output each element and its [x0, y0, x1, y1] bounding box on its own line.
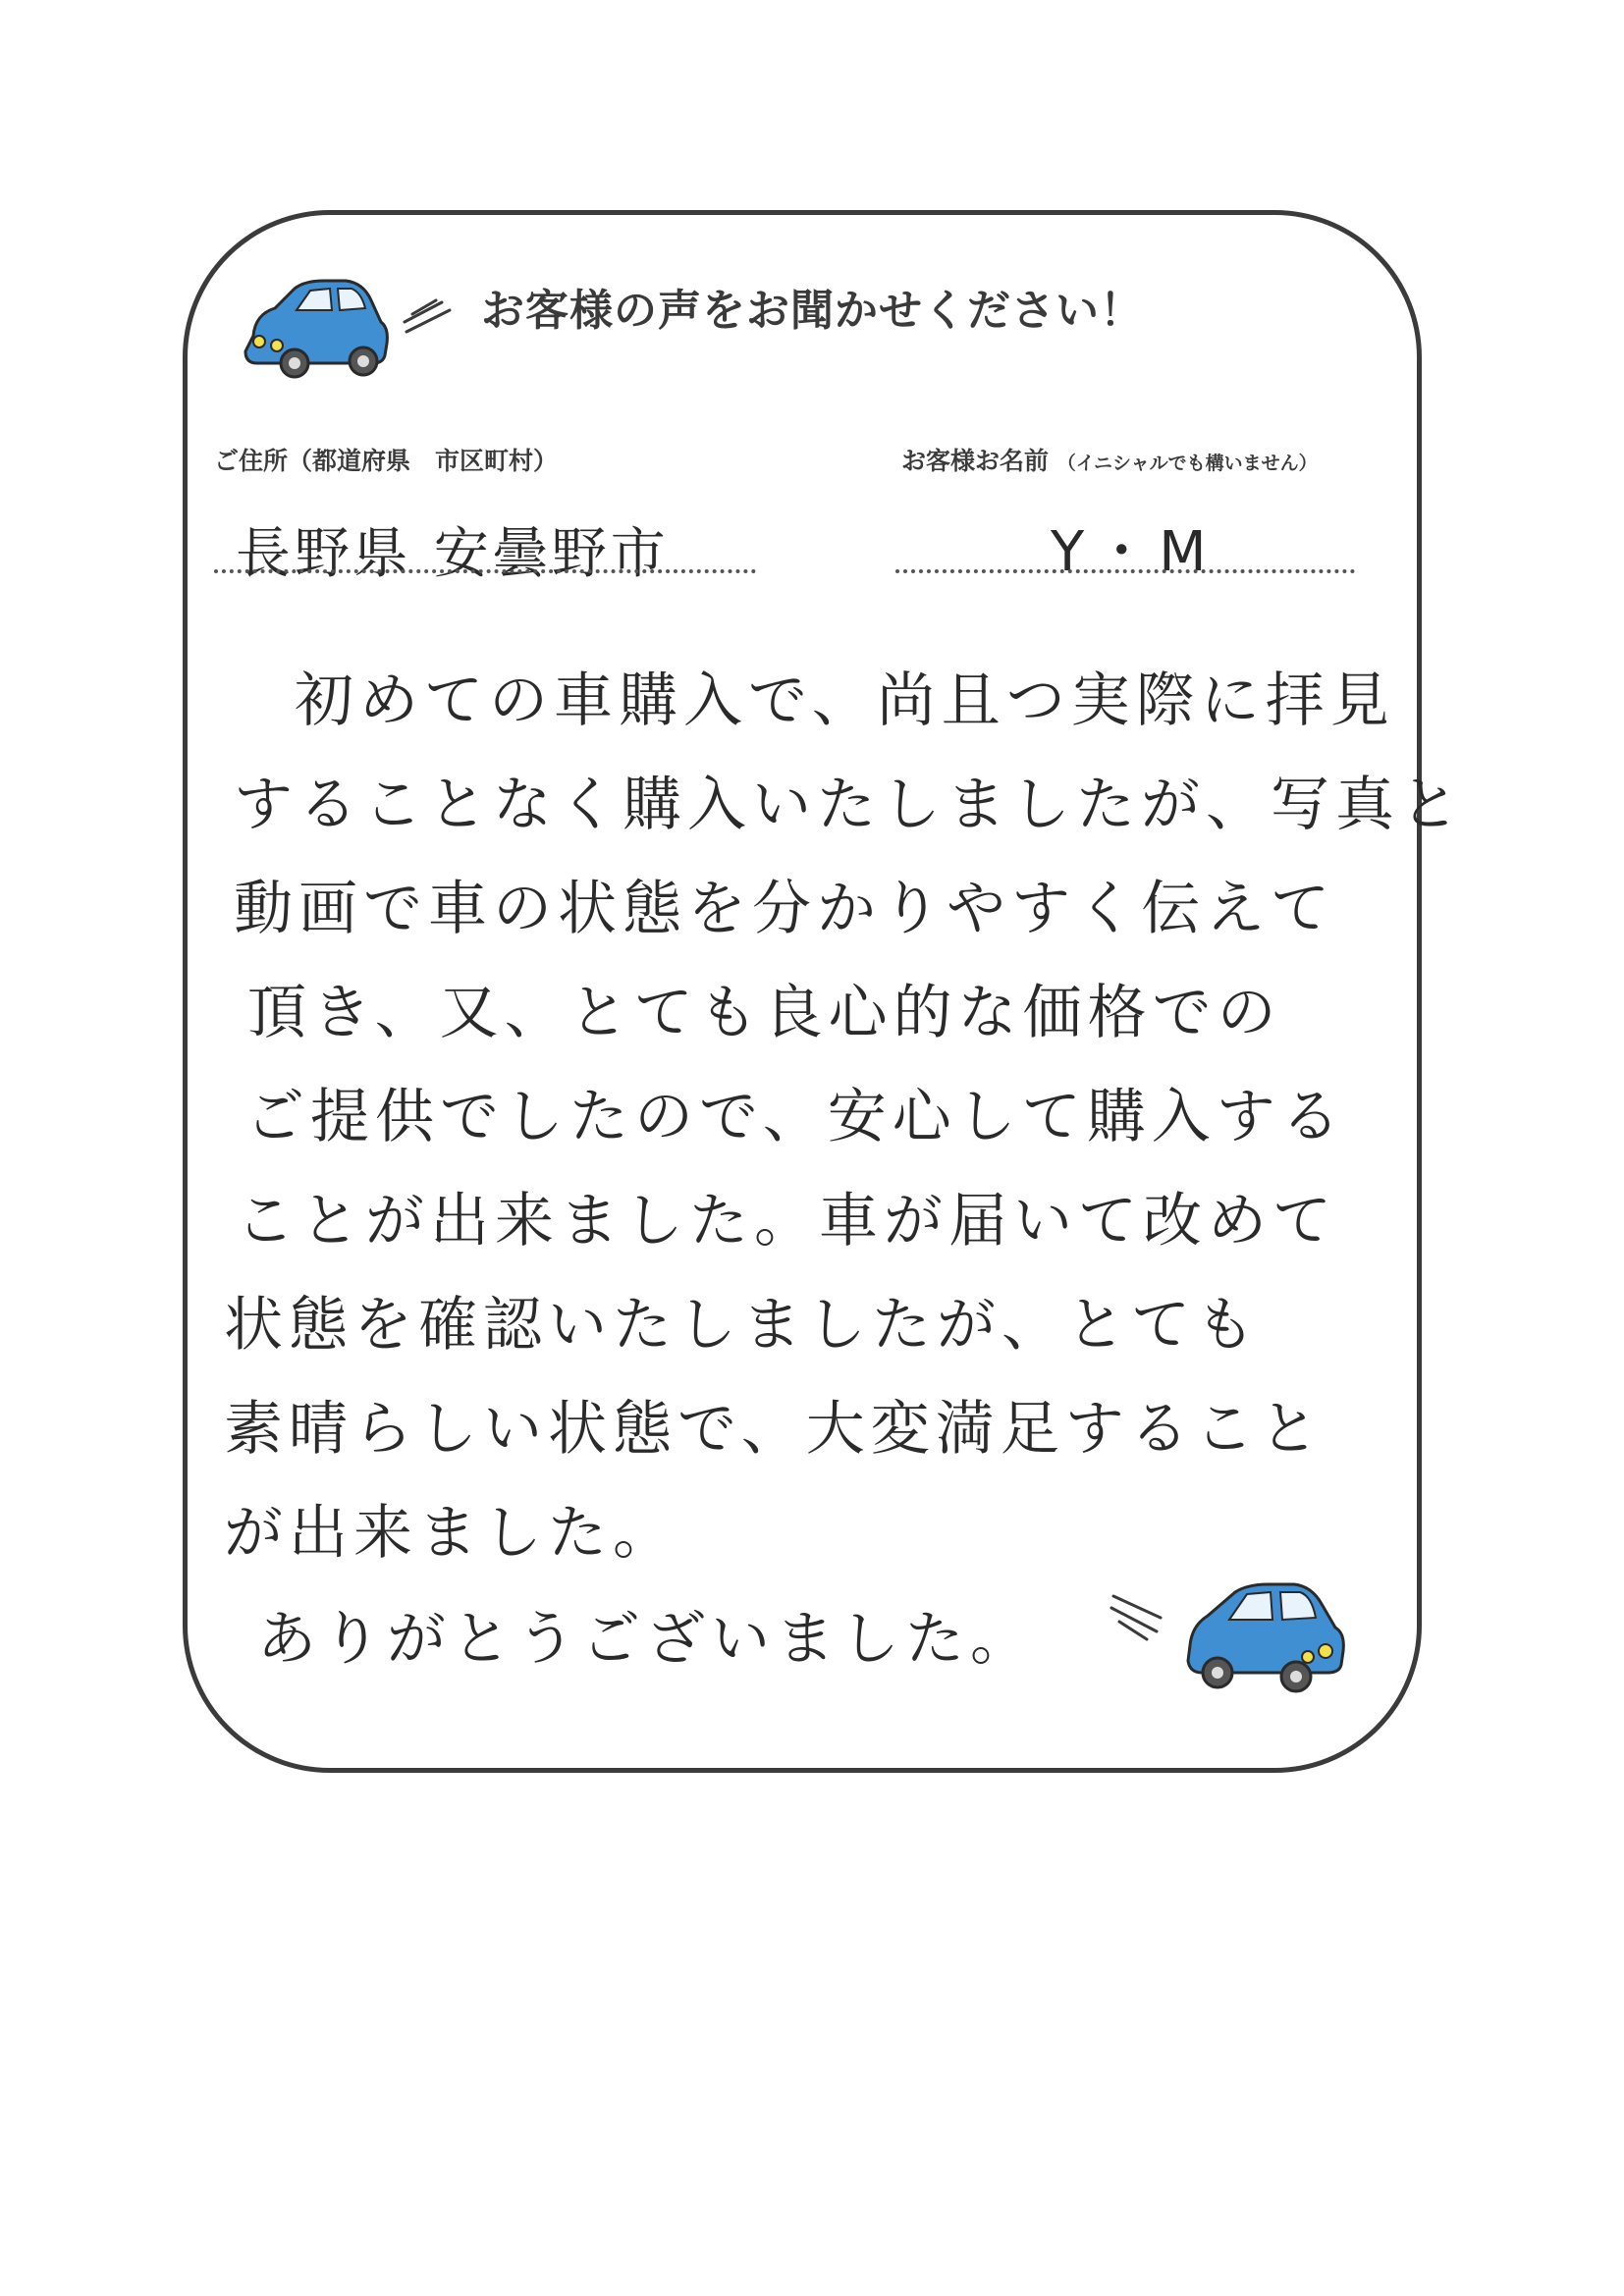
car-icon	[236, 275, 393, 388]
message-line: 頂き、又、とても良心的な価格での	[247, 979, 1282, 1047]
message-line: が出来ました。	[224, 1499, 677, 1568]
message-line: 状態を確認いたしましたが、とても	[224, 1291, 1261, 1360]
message-line: 素晴らしい状態で、大変満足すること	[224, 1395, 1325, 1464]
name-label: お客様お名前	[901, 447, 1050, 475]
name-value: Y・M	[1051, 520, 1217, 584]
name-note: （イニシャルでも構いません）	[1056, 453, 1318, 474]
address-value: 長野県 安曇野市	[236, 522, 670, 586]
message-line: 動画で車の状態を分かりやすく伝えて	[234, 875, 1335, 943]
speed-lines-icon	[401, 293, 460, 337]
speed-lines-icon	[1108, 1588, 1176, 1647]
address-field-line	[214, 569, 756, 573]
name-label-group	[901, 442, 1318, 477]
form-title: お客様の声をお聞かせください！	[481, 286, 1144, 336]
name-field-line	[895, 569, 1355, 573]
message-line: ことが出来ました。車が届いて改めて	[236, 1187, 1337, 1255]
message-line: ありがとうございました。	[257, 1605, 1035, 1674]
message-line: ご提供でしたので、安心して購入する	[245, 1083, 1346, 1151]
message-line: することなく購入いたしましたが、写真と	[234, 771, 1465, 839]
message-line: 初めての車購入で、尚且つ実際に拝見	[295, 667, 1395, 735]
car-icon	[1178, 1576, 1355, 1699]
address-label: ご住所（都道府県 市区町村）	[214, 447, 559, 475]
